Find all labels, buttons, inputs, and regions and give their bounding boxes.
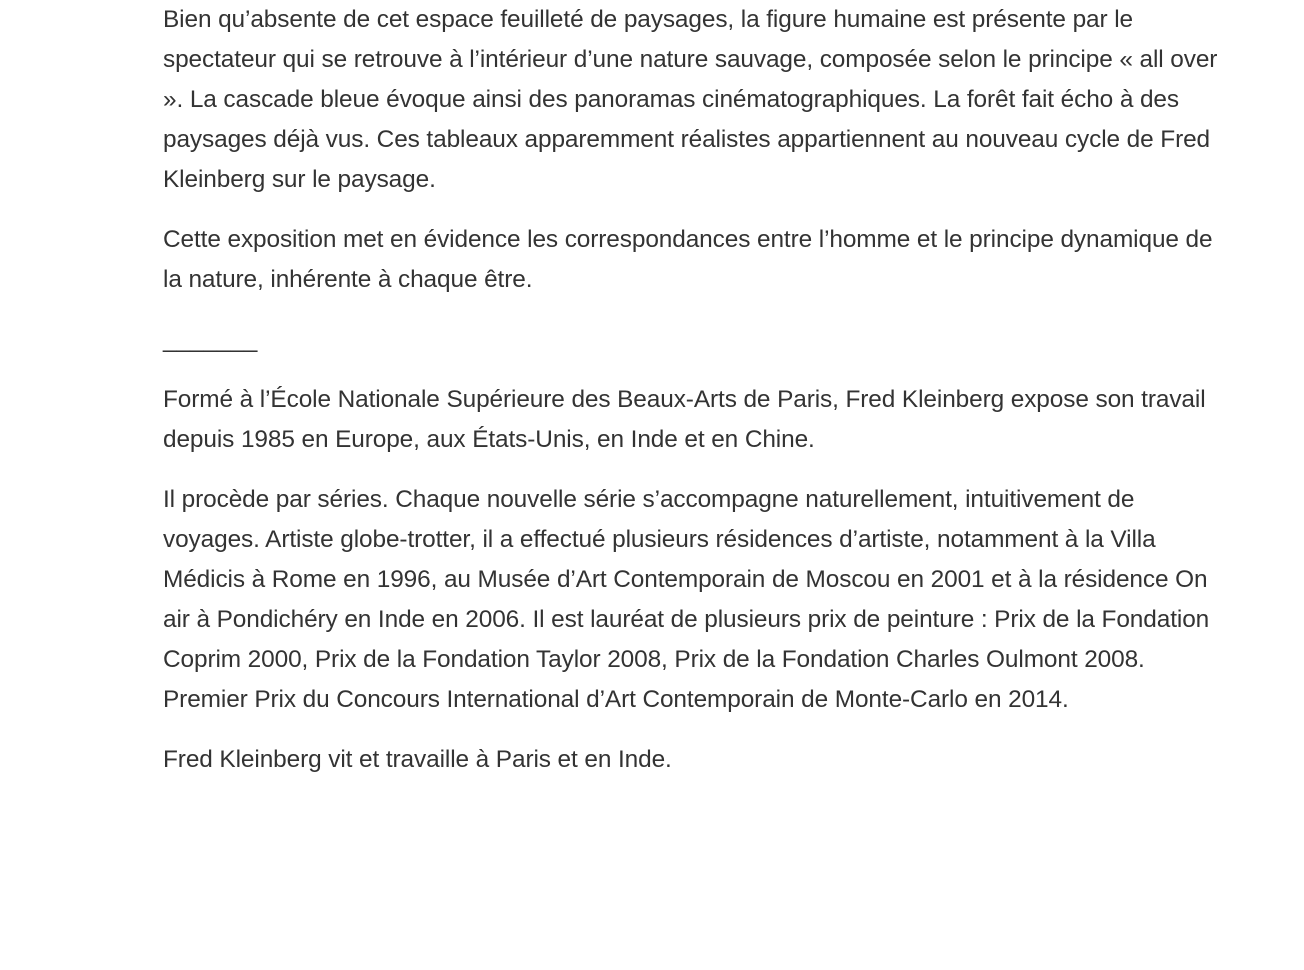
paragraph-series: Il procède par séries. Chaque nouvelle série s’accompagne naturellement, intuitivement de voyages. Artiste globe-trotter, il a effectué plusieurs résidences d’artiste, notamment à la Villa Médicis à Rome en 1996, au Musée d’Art Contemporain de Moscou en 2001 et à la résidence On air à Pondichéry en Inde en 2006. Il est lauréat de plusieurs prix de peinture : Prix de la Fondation Coprim 2000, Prix de la Fondation Taylor 2008, Prix de la Fondation Charles Oulmont 2008. Premier Prix du Concours International d’Art Contemporain de Monte-Carlo en 2014.	[163, 486, 1210, 713]
paragraph-landscape: Bien qu’absente de cet espace feuilleté de paysages, la figure humaine est présente par le spectateur qui se retrouve à l’intérieur d’une nature sauvage, composée selon le principe « all over ». La cascade bleue évoque ainsi des panoramas cinématographiques. La forêt fait écho à des paysages déjà vus. Ces tableaux apparemment réalistes appartiennent au nouveau cycle de Fred Kleinberg sur le paysage.	[163, 6, 1218, 193]
paragraph-exhibition: Cette exposition met en évidence les correspondances entre l’homme et le principe dynamique de la nature, inhérente à chaque être.	[163, 226, 1213, 293]
paragraph-residence: Fred Kleinberg vit et travaille à Paris et en Inde.	[163, 746, 672, 773]
separator-line: _______	[163, 326, 258, 353]
article-body	[163, 0, 1223, 800]
paragraph-biography: Formé à l’École Nationale Supérieure des Beaux-Arts de Paris, Fred Kleinberg expose son travail depuis 1985 en Europe, aux États-Unis, en Inde et en Chine.	[163, 386, 1206, 453]
